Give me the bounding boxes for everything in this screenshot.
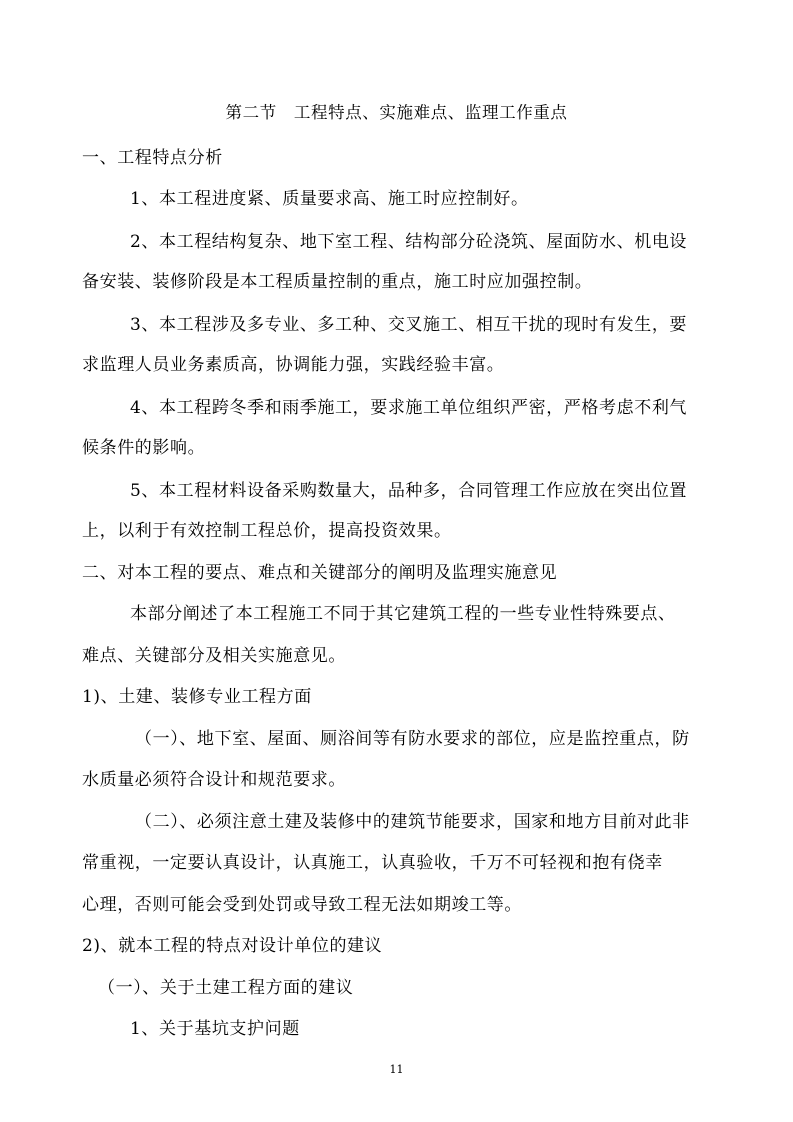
heading-key-points: 二、对本工程的要点、难点和关键部分的阐明及监理实施意见: [82, 563, 558, 583]
section-title: 第二节 工程特点、实施难点、监理工作重点: [225, 103, 568, 122]
paragraph-line: 求监理人员业务素质高，协调能力强，实践经验丰富。: [82, 355, 505, 375]
paragraph-line: 水质量必须符合设计和规范要求。: [82, 770, 346, 790]
paragraph-line: 5、本工程材料设备采购数量大，品种多，合同管理工作应放在突出位置: [130, 481, 688, 501]
paragraph-line: （一）、地下室、屋面、厕浴间等有防水要求的部位，应是监控重点，防: [135, 729, 690, 749]
paragraph-line: 候条件的影响。: [82, 438, 206, 458]
paragraph-line: 上，以利于有效控制工程总价，提高投资效果。: [82, 521, 452, 541]
paragraph-line: 2、本工程结构复杂、地下室工程、结构部分砼浇筑、屋面防水、机电设: [130, 232, 688, 252]
subheading-civil-suggestions: （一）、关于土建工程方面的建议: [98, 978, 354, 998]
paragraph-line: 3、本工程涉及多专业、多工种、交叉施工、相互干扰的现时有发生，要: [130, 315, 688, 335]
subheading-design-suggestions: 2)、就本工程的特点对设计单位的建议: [82, 936, 383, 956]
heading-project-features: 一、工程特点分析: [82, 148, 223, 168]
paragraph-line: 心理，否则可能会受到处罚或导致工程无法如期竣工等。: [82, 895, 522, 915]
subheading-civil-decoration: 1)、土建、装修专业工程方面: [82, 687, 312, 707]
page-number: 11: [389, 1063, 404, 1076]
paragraph-line: 本部分阐述了本工程施工不同于其它建筑工程的一些专业性特殊要点、: [130, 604, 676, 624]
paragraph-line: 常重视，一定要认真设计，认真施工，认真验收，千万不可轻视和抱有侥幸: [82, 853, 663, 873]
paragraph-line: 4、本工程跨冬季和雨季施工，要求施工单位组织严密，严格考虑不利气: [130, 398, 688, 418]
paragraph-line: （二）、必须注意土建及装修中的建筑节能要求，国家和地方目前对此非: [135, 812, 690, 832]
subheading-foundation-pit: 1、关于基坑支护问题: [130, 1019, 300, 1039]
paragraph-line: 1、本工程进度紧、质量要求高、施工时应控制好。: [130, 189, 529, 209]
paragraph-line: 备安装、装修阶段是本工程质量控制的重点，施工时应加强控制。: [82, 272, 593, 292]
paragraph-line: 难点、关键部分及相关实施意见。: [82, 646, 346, 666]
